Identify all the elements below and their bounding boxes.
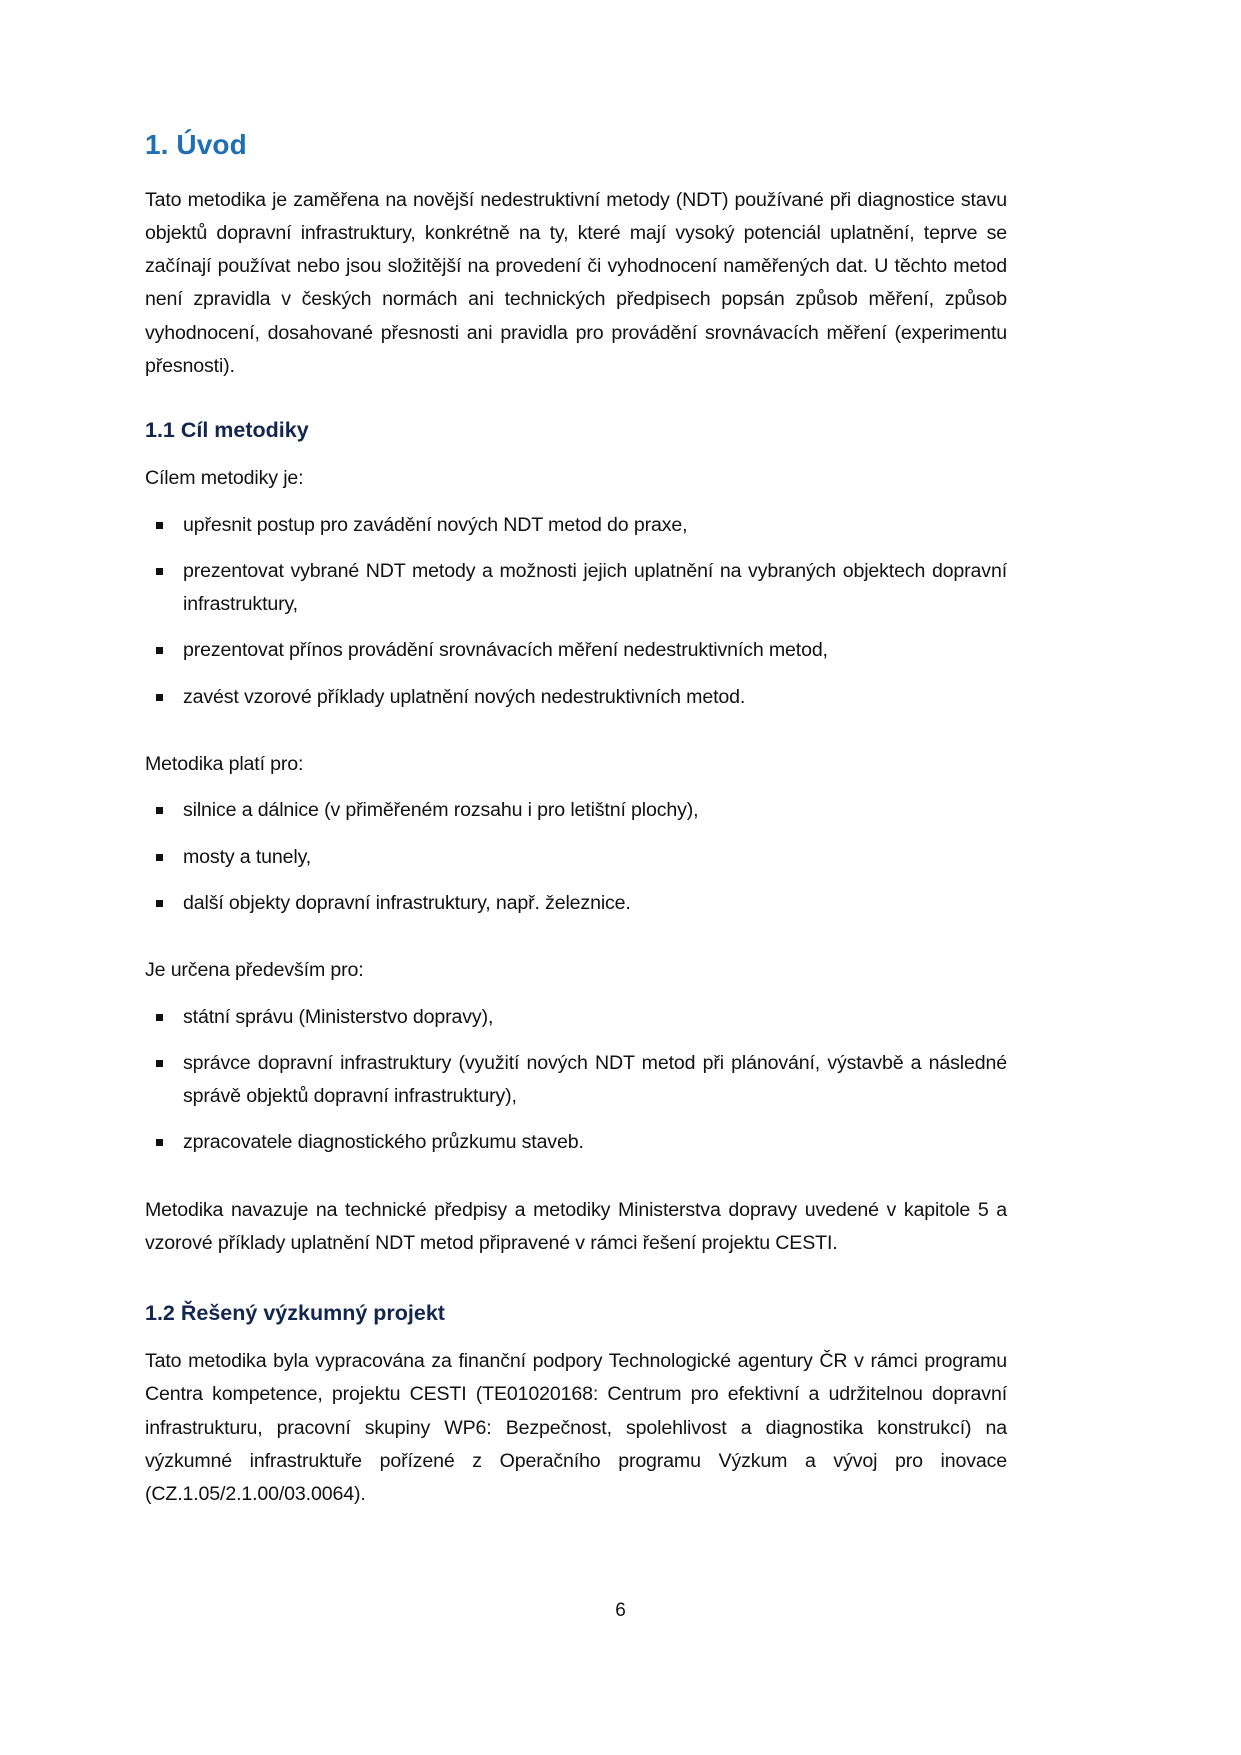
list-item-label: prezentovat vybrané NDT metody a možnosti jejich uplatnění na vybraných objektech dopravní infrastruktury, — [183, 559, 1007, 616]
scope-lead-in: Metodika platí pro: — [145, 753, 304, 776]
square-bullet-icon — [156, 1014, 163, 1021]
list-item-label: správce dopravní infrastruktury (využití nových NDT metod při plánování, výstavbě a následné správě objektů dopravní infrastruktury), — [183, 1051, 1007, 1108]
list-item-label: silnice a dálnice (v přiměřeném rozsahu i pro letištní plochy), — [183, 799, 699, 822]
goals-lead-in: Cílem metodiky je: — [145, 467, 304, 490]
square-bullet-icon — [156, 568, 163, 575]
closing-paragraph: Metodika navazuje na technické předpisy a metodiky Ministerstva dopravy uvedené v kapitole 5 a vzorové příklady uplatnění NDT metod připravené v rámci řešení projektu CESTI. — [145, 1198, 1007, 1254]
project-paragraph: Tato metodika byla vypracována za finanční podpory Technologické agentury ČR v rámci programu Centra kompetence, projektu CESTI (TE01020168: Centrum pro efektivní a udržitelnou dopravní infrastrukturu, pracovní skupiny WP6: Bezpečnost, spolehlivost a diagnostika konstrukcí) na výzkumné infrastruktuře pořízené z Operačního programu Výzkum a vývoj pro inovace (CZ.1.05/2.1.00/03.0064). — [145, 1350, 1007, 1506]
spacer — [145, 1182, 1007, 1194]
spacer — [145, 736, 1007, 748]
square-bullet-icon — [156, 522, 163, 529]
list-item-label: zpracovatele diagnostického průzkumu staveb. — [183, 1131, 584, 1154]
page-content — [145, 128, 1007, 1512]
list-item-label: prezentovat přínos provádění srovnávacích měření nedestruktivních metod, — [183, 639, 828, 662]
goals-list — [145, 509, 1007, 714]
list-item-label: zavést vzorové příklady uplatnění nových nedestruktivních metod. — [183, 685, 746, 708]
spacer — [145, 942, 1007, 954]
list-item — [145, 681, 1007, 714]
list-item — [145, 887, 1007, 920]
square-bullet-icon — [156, 900, 163, 907]
audience-list — [145, 1001, 1007, 1160]
list-item-label: mosty a tunely, — [183, 845, 312, 868]
section-heading-1-2: 1.2 Řešený výzkumný projekt — [145, 1301, 445, 1326]
square-bullet-icon — [156, 1139, 163, 1146]
list-item — [145, 509, 1007, 542]
intro-paragraph: Tato metodika je zaměřena na novější nedestruktivní metody (NDT) používané při diagnostice stavu objektů dopravní infrastruktury, konkrétně na ty, které mají vysoký potenciál uplatnění, teprve se začínají používat nebo jsou složitější na provedení či vyhodnocení naměřených dat. U těchto metod není zpravidla v českých normách ani technických předpisech popsán způsob měření, způsob vyhodnocení, dosahované přesnosti ani pravidla pro provádění srovnávacích měření (experimentu přesnosti). — [145, 188, 1007, 378]
list-item — [145, 634, 1007, 667]
section-heading-1-1: 1.1 Cíl metodiky — [145, 418, 309, 443]
list-item — [145, 1001, 1007, 1034]
list-item — [145, 555, 1007, 622]
list-item-label: další objekty dopravní infrastruktury, např. železnice. — [183, 891, 631, 914]
square-bullet-icon — [156, 694, 163, 701]
list-item-label: státní správu (Ministerstvo dopravy), — [183, 1005, 494, 1028]
audience-lead-in: Je určena především pro: — [145, 959, 364, 982]
square-bullet-icon — [156, 854, 163, 861]
square-bullet-icon — [156, 1060, 163, 1067]
list-item — [145, 1047, 1007, 1114]
scope-list — [145, 794, 1007, 920]
square-bullet-icon — [156, 807, 163, 814]
page-number: 6 — [615, 1600, 626, 1621]
list-item — [145, 794, 1007, 827]
list-item-label: upřesnit postup pro zavádění nových NDT metod do praxe, — [183, 513, 688, 536]
chapter-heading: 1. Úvod — [145, 129, 247, 160]
list-item — [145, 1126, 1007, 1159]
square-bullet-icon — [156, 647, 163, 654]
list-item — [145, 841, 1007, 874]
